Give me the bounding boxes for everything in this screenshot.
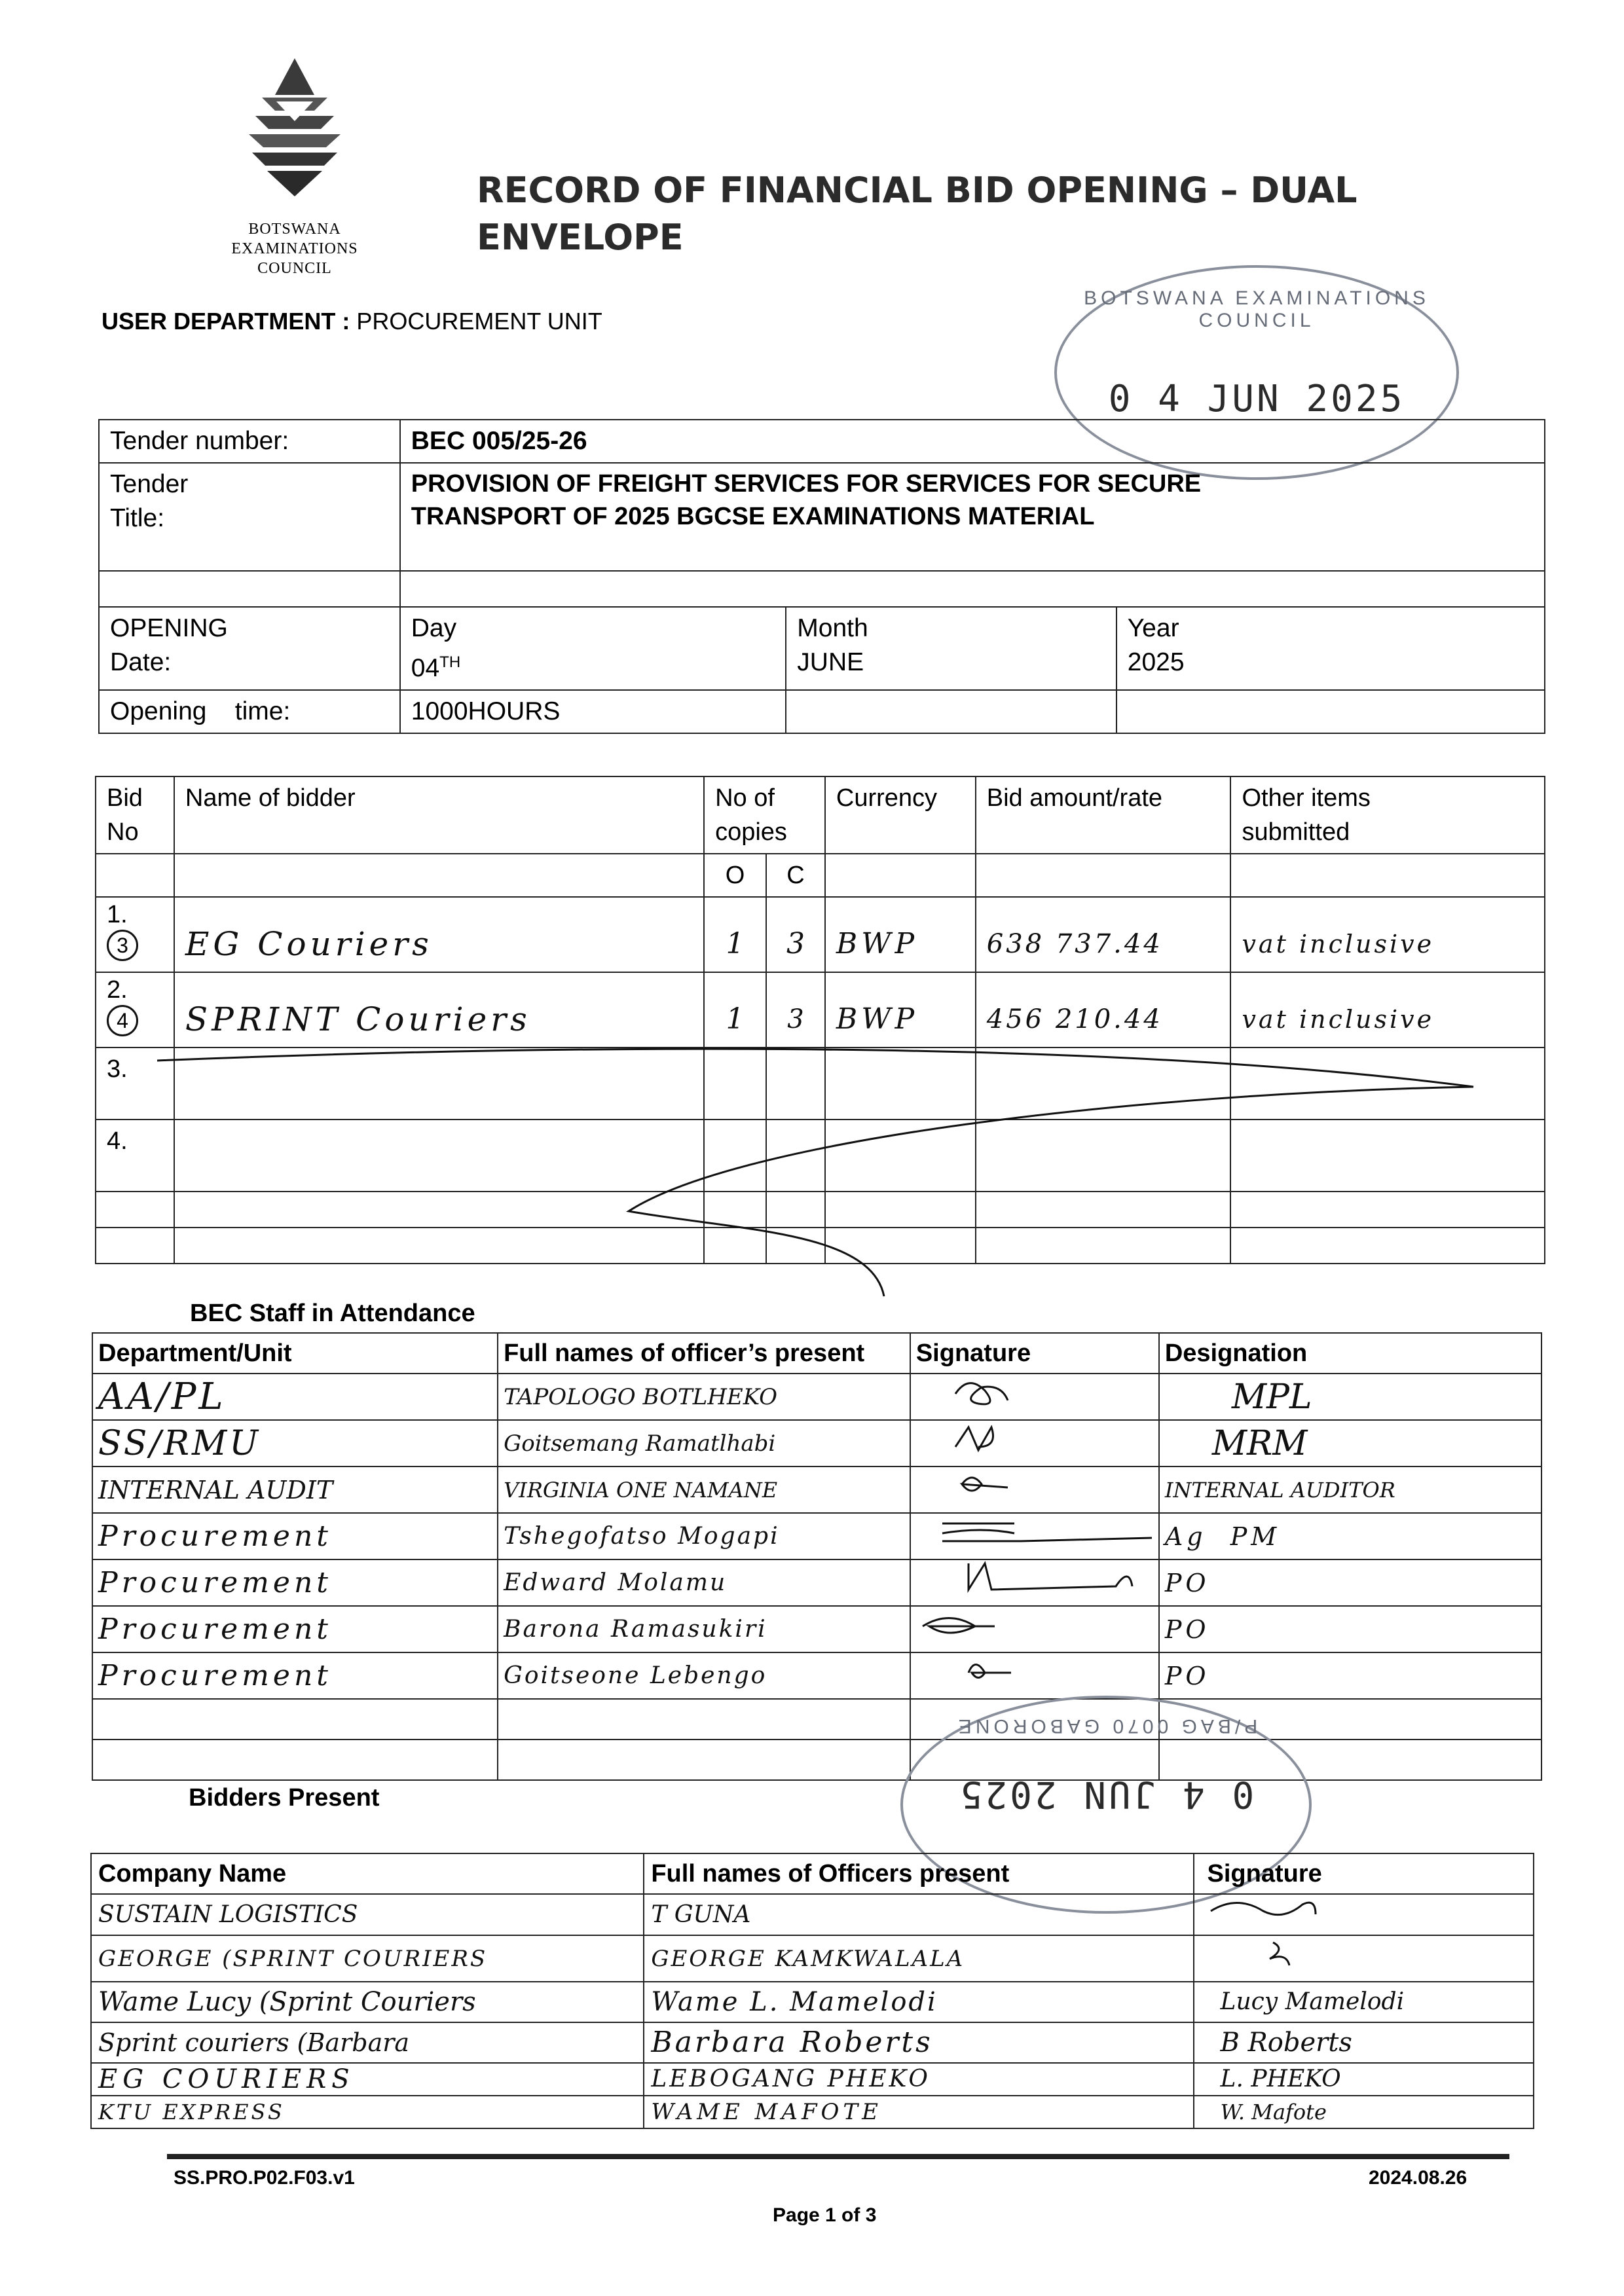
- staff-signature: [910, 1652, 1159, 1699]
- user-department-label: USER DEPARTMENT :: [101, 308, 350, 335]
- header-signature: Signature: [910, 1333, 1159, 1374]
- bid-circle: [107, 930, 138, 961]
- bidder-name: EG Couriers: [174, 897, 704, 972]
- day-suffix: TH: [439, 653, 461, 671]
- header-other-items: [1230, 776, 1545, 854]
- tender-title-label-1: Tender: [110, 470, 189, 498]
- signature-scribble: [916, 1374, 1034, 1408]
- day-number: 04: [411, 654, 440, 682]
- staff-row-empty: [92, 1740, 1541, 1780]
- bid-other-items: vat inclusive: [1230, 897, 1545, 972]
- staff-department: INTERNAL AUDIT: [92, 1467, 498, 1513]
- bidder-company: Sprint couriers (Barbara: [91, 2022, 644, 2063]
- opening-month: [786, 607, 1116, 690]
- opening-date-label-2: Date:: [110, 648, 172, 676]
- header-designation: Designation: [1159, 1333, 1541, 1374]
- bidder-company: EG COURIERS: [91, 2063, 644, 2096]
- staff-row: [92, 1559, 1541, 1606]
- month-value: JUNE: [797, 648, 864, 676]
- bid-circle-number: 4: [117, 1009, 128, 1032]
- logo-line-1: BOTSWANA: [248, 221, 341, 238]
- tender-title-line-1: PROVISION OF FREIGHT SERVICES FOR SERVICES FOR SECURE: [411, 470, 1202, 498]
- staff-department: AA/PL: [92, 1374, 498, 1420]
- stamp-ring-text: P/BAG 0070 GABORONE: [954, 1715, 1258, 1737]
- title-line-2: ENVELOPE: [477, 217, 684, 258]
- staff-row: [92, 1652, 1541, 1699]
- staff-name: Goitsemang Ramatlhabi: [498, 1420, 910, 1467]
- opening-date-label: [99, 607, 400, 690]
- signature-scribble: [916, 1421, 1034, 1455]
- staff-name: TAPOLOGO BOTLHEKO: [498, 1374, 910, 1420]
- staff-row: [92, 1513, 1541, 1559]
- bidder-signature: [1194, 1894, 1534, 1935]
- bid-number: 4.: [96, 1120, 174, 1192]
- header-bid-no-1: Bid: [107, 784, 143, 812]
- day-value: [411, 646, 775, 685]
- copies-o: 1: [704, 897, 766, 972]
- opening-time-blank-1: [786, 690, 1116, 733]
- opening-time-label: Opening time:: [99, 690, 400, 733]
- bec-logo: [216, 56, 373, 206]
- bidder-name: SPRINT Couriers: [174, 972, 704, 1048]
- opening-day: [400, 607, 786, 690]
- bidder-company: GEORGE (SPRINT COURIERS: [91, 1935, 644, 1982]
- bidder-present-row: [91, 2096, 1534, 2128]
- tender-blank-label: [99, 571, 400, 607]
- subheader-blank-3: [825, 854, 976, 897]
- bid-number: [96, 897, 174, 972]
- tender-blank-value: [400, 571, 1545, 607]
- header-bid-amount: Bid amount/rate: [976, 776, 1231, 854]
- footer-revision-date: 2024.08.26: [1369, 2167, 1467, 2189]
- header-bid-no: [96, 776, 174, 854]
- opening-date-label-1: OPENING: [110, 614, 228, 642]
- bid-no-text: 1.: [107, 901, 128, 928]
- staff-designation: Ag PM: [1159, 1513, 1541, 1559]
- staff-row-empty: [92, 1699, 1541, 1740]
- staff-name: Tshegofatso Mogapi: [498, 1513, 910, 1559]
- header-copies-1: No of: [715, 784, 775, 812]
- bid-circle-number: 3: [117, 934, 128, 957]
- subheader-blank-5: [1230, 854, 1545, 897]
- bid-amount: 456 210.44: [976, 972, 1231, 1048]
- staff-designation: PO: [1159, 1559, 1541, 1606]
- user-department: [101, 308, 602, 335]
- bidder-officer: WAME MAFOTE: [644, 2096, 1193, 2128]
- bidder-present-row: [91, 2063, 1534, 2096]
- footer-page-number: Page 1 of 3: [773, 2204, 877, 2226]
- staff-designation: PO: [1159, 1652, 1541, 1699]
- bid-amount: 638 737.44: [976, 897, 1231, 972]
- staff-department: Procurement: [92, 1606, 498, 1652]
- staff-row: [92, 1374, 1541, 1420]
- logo-line-3: COUNCIL: [257, 260, 332, 277]
- signature-scribble: [916, 1514, 1152, 1548]
- month-label: Month: [797, 614, 868, 642]
- footer-rule: [167, 2154, 1509, 2159]
- copies-c: 3: [766, 972, 825, 1048]
- logo-caption: [193, 219, 396, 278]
- bidder-signature: W. Mafote: [1194, 2096, 1534, 2128]
- bidders-present-table: [90, 1853, 1534, 2129]
- signature-scribble: [1201, 1895, 1345, 1923]
- header-department: Department/Unit: [92, 1333, 498, 1374]
- signature-scribble: [916, 1467, 1034, 1501]
- header-other-items-2: submitted: [1242, 818, 1350, 846]
- bidder-officer: GEORGE KAMKWALALA: [644, 1935, 1193, 1982]
- signature-scribble: [916, 1607, 1034, 1641]
- staff-signature: [910, 1467, 1159, 1513]
- bidder-officer: Wame L. Mamelodi: [644, 1982, 1193, 2022]
- staff-heading: BEC Staff in Attendance: [190, 1300, 475, 1327]
- staff-signature: [910, 1559, 1159, 1606]
- bidders-present-heading: Bidders Present: [189, 1784, 380, 1812]
- bid-currency: BWP: [825, 897, 976, 972]
- header-other-items-1: Other items: [1242, 784, 1371, 812]
- document-title: [477, 167, 1357, 261]
- header-company: Company Name: [91, 1853, 644, 1894]
- stamp-ring-text: BOTSWANA EXAMINATIONS COUNCIL: [1084, 287, 1430, 331]
- bidder-present-row: [91, 1982, 1534, 2022]
- bidder-signature: [1194, 1935, 1534, 1982]
- staff-designation: MPL: [1159, 1374, 1541, 1420]
- staff-table: [92, 1332, 1542, 1781]
- header-currency: Currency: [825, 776, 976, 854]
- user-department-value: PROCUREMENT UNIT: [356, 308, 602, 335]
- header-bid-no-2: No: [107, 818, 139, 846]
- staff-designation: MRM: [1159, 1420, 1541, 1467]
- tender-title-label-2: Title:: [110, 504, 165, 532]
- stamp-date: 0 4 JUN 2025: [1108, 378, 1405, 420]
- day-label: Day: [411, 614, 457, 642]
- staff-name: VIRGINIA ONE NAMANE: [498, 1467, 910, 1513]
- staff-signature: [910, 1513, 1159, 1559]
- tender-number-label: Tender number:: [99, 420, 400, 463]
- bid-number: 3.: [96, 1048, 174, 1120]
- staff-row: [92, 1606, 1541, 1652]
- bidder-officer: T GUNA: [644, 1894, 1193, 1935]
- opening-time-blank-2: [1116, 690, 1545, 733]
- tender-info-table: [98, 419, 1545, 734]
- staff-department: Procurement: [92, 1513, 498, 1559]
- title-line-1: RECORD OF FINANCIAL BID OPENING – DUAL: [477, 170, 1357, 211]
- copies-o: 1: [704, 972, 766, 1048]
- bidder-officer: LEBOGANG PHEKO: [644, 2063, 1193, 2096]
- bidder-company: SUSTAIN LOGISTICS: [91, 1894, 644, 1935]
- staff-department: SS/RMU: [92, 1420, 498, 1467]
- bid-row: [96, 897, 1545, 972]
- copies-c: 3: [766, 897, 825, 972]
- header-officer-names: Full names of officer’s present: [498, 1333, 910, 1374]
- staff-row: [92, 1467, 1541, 1513]
- year-value: 2025: [1127, 648, 1185, 676]
- bidder-present-row: [91, 1894, 1534, 1935]
- subheader-blank-2: [174, 854, 704, 897]
- bidder-signature: B Roberts: [1194, 2022, 1534, 2063]
- header-bidder-name: Name of bidder: [174, 776, 704, 854]
- staff-row: [92, 1420, 1541, 1467]
- bid-other-items: vat inclusive: [1230, 972, 1545, 1048]
- header-copies: [704, 776, 825, 854]
- bid-no-text: 2.: [107, 976, 128, 1004]
- year-label: Year: [1127, 614, 1179, 642]
- header-c: C: [766, 854, 825, 897]
- header-signature: Signature: [1194, 1853, 1534, 1894]
- logo-line-2: EXAMINATIONS: [231, 240, 358, 257]
- staff-department: Procurement: [92, 1652, 498, 1699]
- bidder-signature: Lucy Mamelodi: [1194, 1982, 1534, 2022]
- subheader-blank-1: [96, 854, 174, 897]
- subheader-blank-4: [976, 854, 1231, 897]
- staff-name: Barona Ramasukiri: [498, 1606, 910, 1652]
- signature-scribble: [916, 1560, 1152, 1594]
- signature-scribble: [916, 1653, 1034, 1687]
- staff-designation: INTERNAL AUDITOR: [1159, 1467, 1541, 1513]
- staff-designation: PO: [1159, 1606, 1541, 1652]
- staff-name: Goitseone Lebengo: [498, 1652, 910, 1699]
- tender-number: BEC 005/25-26: [400, 420, 1545, 463]
- bid-circle: [107, 1005, 138, 1036]
- bec-emblem-icon: [216, 56, 373, 206]
- bidder-signature: L. PHEKO: [1194, 2063, 1534, 2096]
- signature-scribble: [1201, 1936, 1345, 1970]
- stamp-date: 0 4 JUN 2025: [957, 1773, 1255, 1815]
- staff-signature: [910, 1606, 1159, 1652]
- bidder-present-row: [91, 2022, 1534, 2063]
- header-copies-2: copies: [715, 818, 787, 846]
- tender-title: [400, 463, 1545, 571]
- bid-currency: BWP: [825, 972, 976, 1048]
- tender-title-label: [99, 463, 400, 571]
- staff-name: Edward Molamu: [498, 1559, 910, 1606]
- header-o: O: [704, 854, 766, 897]
- cancel-scribble: [151, 1034, 1493, 1309]
- opening-year: [1116, 607, 1545, 690]
- tender-title-line-2: TRANSPORT OF 2025 BGCSE EXAMINATIONS MATERIAL: [411, 503, 1095, 530]
- staff-signature: [910, 1374, 1159, 1420]
- bidder-present-row: [91, 1935, 1534, 1982]
- bidder-officer: Barbara Roberts: [644, 2022, 1193, 2063]
- bidder-company: KTU EXPRESS: [91, 2096, 644, 2128]
- opening-time: 1000HOURS: [400, 690, 786, 733]
- bidder-company: Wame Lucy (Sprint Couriers: [91, 1982, 644, 2022]
- footer-form-code: SS.PRO.P02.F03.v1: [174, 2167, 355, 2189]
- staff-department: Procurement: [92, 1559, 498, 1606]
- staff-signature: [910, 1420, 1159, 1467]
- header-officer-names: Full names of Officers present: [644, 1853, 1193, 1894]
